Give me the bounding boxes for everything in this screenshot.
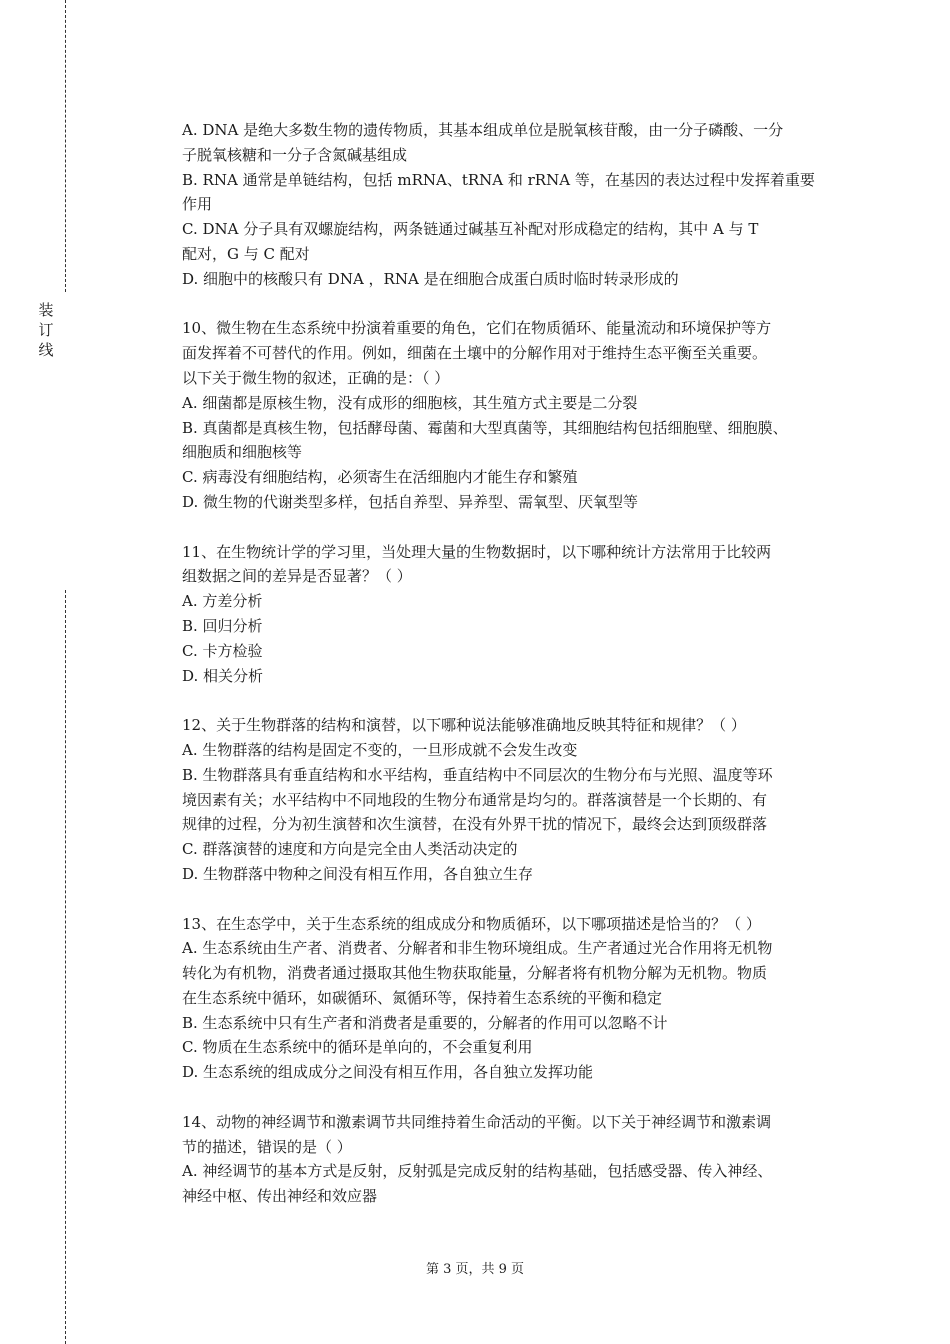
answer-option[interactable] <box>182 267 854 292</box>
question-block <box>182 118 854 292</box>
answer-option[interactable] <box>182 589 854 614</box>
answer-option-line: A. 神经调节的基本方式是反射，反射弧是完成反射的结构基础，包括感受器、传入神经、 <box>182 1162 773 1181</box>
answer-option-line: 在生态系统中循环，如碳循环、氮循环等，保持着生态系统的平衡和稳定 <box>182 988 663 1007</box>
question-stem-line: 面发挥着不可替代的作用。例如，细菌在土壤中的分解作用对于维持生态平衡至关重要。 <box>182 344 768 363</box>
answer-option-line: 转化为有机物，消费者通过摄取其他生物获取能量，分解者将有机物分解为无机物。物质 <box>182 964 768 983</box>
answer-option-line: B. 真菌都是真核生物，包括酵母菌、霉菌和大型真菌等，其细胞结构包括细胞壁、细胞膜、 <box>182 418 788 437</box>
answer-option[interactable] <box>182 862 854 887</box>
answer-option[interactable] <box>182 118 854 168</box>
question-stem-line: 10、微生物在生态系统中扮演着重要的角色，它们在物质循环、能量流动和环境保护等方 <box>182 319 772 338</box>
question-stem-line: 11、在生物统计学的学习里，当处理大量的生物数据时，以下哪种统计方法常用于比较两 <box>182 542 772 561</box>
answer-option-line: D. 生态系统的组成成分之间没有相互作用，各自独立发挥功能 <box>182 1063 594 1082</box>
answer-option-line: C. 病毒没有细胞结构，必须寄生在活细胞内才能生存和繁殖 <box>182 468 578 487</box>
answer-option[interactable] <box>182 1159 854 1209</box>
question-block <box>182 912 854 1086</box>
question-content <box>182 118 854 1209</box>
question-block <box>182 1110 854 1209</box>
binding-line-label <box>36 300 56 360</box>
answer-option[interactable] <box>182 465 854 490</box>
answer-option[interactable] <box>182 217 854 267</box>
answer-option-line: D. 相关分析 <box>182 666 264 685</box>
answer-option-line: B. RNA 通常是单链结构，包括 mRNA、tRNA 和 rRNA 等，在基因的表达过程中发挥着重要 <box>182 170 815 189</box>
question-stem-line: 13、在生态学中，关于生态系统的组成成分和物质循环，以下哪项描述是恰当的？（ ） <box>182 914 761 933</box>
answer-option-line: B. 生态系统中只有生产者和消费者是重要的，分解者的作用可以忽略不计 <box>182 1013 668 1032</box>
answer-option[interactable] <box>182 490 854 515</box>
question-stem-line: 组数据之间的差异是否显著？（ ） <box>182 567 412 586</box>
answer-option[interactable] <box>182 614 854 639</box>
answer-option-line: A. DNA 是绝大多数生物的遗传物质，其基本组成单位是脱氧核苷酸，由一分子磷酸、一分 <box>182 121 784 139</box>
question-stem-line: 14、动物的神经调节和激素调节共同维持着生命活动的平衡。以下关于神经调节和激素调 <box>182 1112 772 1131</box>
binding-dashed-line-top <box>65 0 66 292</box>
answer-option-line: A. 方差分析 <box>182 592 263 611</box>
answer-option-line: B. 回归分析 <box>182 616 263 635</box>
binding-char: 装 <box>38 301 54 319</box>
answer-option-line: 子脱氧核糖和一分子含氮碱基组成 <box>182 145 408 164</box>
answer-option-line: 细胞质和细胞核等 <box>182 443 303 462</box>
answer-option[interactable] <box>182 168 854 218</box>
answer-option-line: C. 卡方检验 <box>182 641 263 660</box>
answer-option-line: D. 生物群落中物种之间没有相互作用，各自独立生存 <box>182 864 534 883</box>
answer-option-line: A. 生物群落的结构是固定不变的，一旦形成就不会发生改变 <box>182 740 578 759</box>
answer-option-line: D. 微生物的代谢类型多样，包括自养型、异养型、需氧型、厌氧型等 <box>182 492 639 511</box>
answer-option[interactable] <box>182 664 854 689</box>
question-stem-line: 节的描述，错误的是（ ） <box>182 1137 352 1156</box>
question-stem-line: 以下关于微生物的叙述，正确的是：（ ） <box>182 368 450 387</box>
answer-option-line: 配对，G 与 C 配对 <box>182 244 310 263</box>
answer-option[interactable] <box>182 416 854 466</box>
answer-option-line: 神经中枢、传出神经和效应器 <box>182 1187 378 1206</box>
answer-option-line: C. DNA 分子具有双螺旋结构，两条链通过碱基互补配对形成稳定的结构，其中 A 与 T <box>182 220 759 239</box>
answer-option[interactable] <box>182 391 854 416</box>
answer-option[interactable] <box>182 738 854 763</box>
answer-option[interactable] <box>182 1011 854 1036</box>
answer-option[interactable] <box>182 1060 854 1085</box>
page-footer: 第 3 页，共 9 页 <box>425 1262 525 1277</box>
question-stem-line: 12、关于生物群落的结构和演替，以下哪种说法能够准确地反映其特征和规律？（ ） <box>182 716 746 735</box>
answer-option-line: C. 群落演替的速度和方向是完全由人类活动决定的 <box>182 840 518 859</box>
answer-option-line: 规律的过程，分为初生演替和次生演替，在没有外界干扰的情况下，最终会达到顶级群落 <box>182 815 768 834</box>
answer-option-line: A. 细菌都是原核生物，没有成形的细胞核，其生殖方式主要是二分裂 <box>182 393 638 412</box>
answer-option-line: 境因素有关；水平结构中不同地段的生物分布通常是均匀的。群落演替是一个长期的、有 <box>182 790 768 809</box>
answer-option[interactable] <box>182 936 854 1010</box>
binding-char: 线 <box>38 341 54 359</box>
question-block <box>182 713 854 887</box>
answer-option-line: D. 细胞中的核酸只有 DNA ，RNA 是在细胞合成蛋白质时临时转录形成的 <box>182 269 679 288</box>
binding-dashed-line-bottom <box>65 590 66 1344</box>
question-block <box>182 540 854 689</box>
answer-option[interactable] <box>182 639 854 664</box>
answer-option-line: A. 生态系统由生产者、消费者、分解者和非生物环境组成。生产者通过光合作用将无机物 <box>182 939 773 958</box>
question-block <box>182 316 854 514</box>
answer-option-line: C. 物质在生态系统中的循环是单向的，不会重复利用 <box>182 1038 533 1057</box>
binding-char: 订 <box>38 321 54 339</box>
answer-option[interactable] <box>182 837 854 862</box>
answer-option-line: B. 生物群落具有垂直结构和水平结构，垂直结构中不同层次的生物分布与光照、温度等环 <box>182 765 773 784</box>
answer-option[interactable] <box>182 763 854 837</box>
answer-option-line: 作用 <box>182 195 213 214</box>
answer-option[interactable] <box>182 1035 854 1060</box>
